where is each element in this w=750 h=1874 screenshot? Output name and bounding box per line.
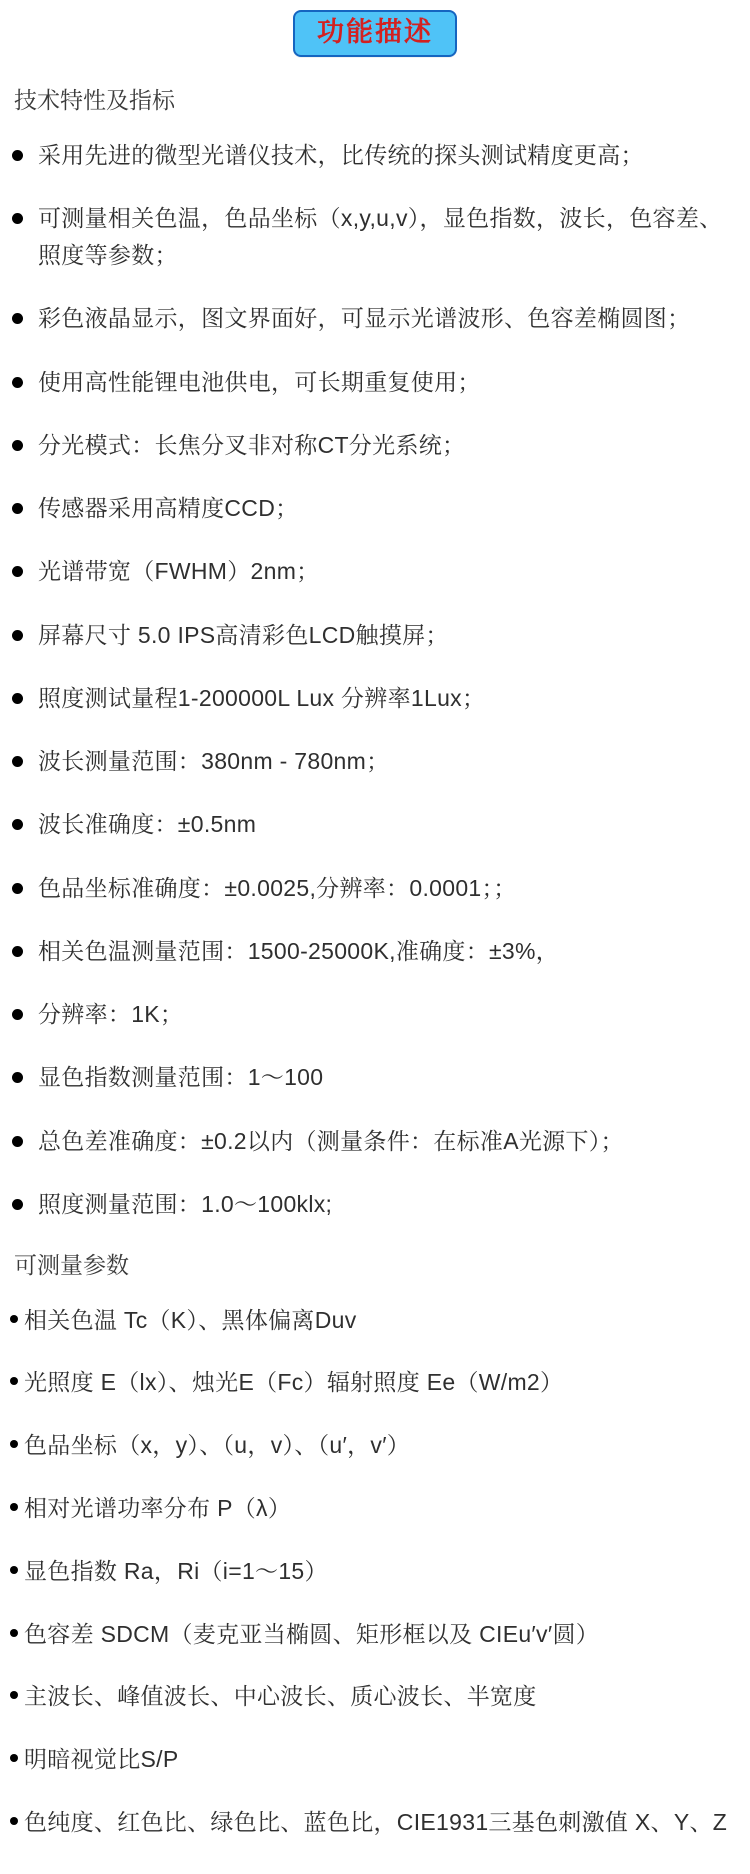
list-item: 相对光谱功率分布 P（λ） (0, 1477, 750, 1540)
list-item: 分辨率：1K； (0, 983, 750, 1046)
list-item: 光照度 E（lx）、烛光E（Fc）辐射照度 Ee（W/m2） (0, 1351, 750, 1414)
spec-list (0, 124, 750, 1237)
list-item: 相关色温测量范围：1500-25000K,准确度：±3%， (0, 920, 750, 983)
page-title: 功能描述 (293, 10, 457, 57)
list-item: 光谱带宽（FWHM）2nm； (0, 540, 750, 603)
list-item: 主波长、峰值波长、中心波长、质心波长、半宽度 (0, 1665, 750, 1728)
list-item: 总色差准确度：±0.2以内（测量条件：在标准A光源下）； (0, 1110, 750, 1173)
list-item: 可测量相关色温，色品坐标（x,y,u,v），显色指数，波长，色容差、照度等参数； (0, 187, 750, 288)
parameter-list (0, 1289, 750, 1854)
title-banner-container (0, 0, 750, 71)
list-item: 照度测试量程1-200000L Lux 分辨率1Lux； (0, 667, 750, 730)
section-heading-specs: 技术特性及指标 (14, 87, 175, 114)
list-item: 传感器采用高精度CCD； (0, 477, 750, 540)
list-item: 彩色液晶显示，图文界面好，可显示光谱波形、色容差椭圆图； (0, 287, 750, 350)
list-item: 显色指数 Ra，Ri（i=1～15） (0, 1540, 750, 1603)
list-item: 采用先进的微型光谱仪技术，比传统的探头测试精度更高； (0, 124, 750, 187)
list-item: 使用高性能锂电池供电，可长期重复使用； (0, 351, 750, 414)
list-item: 色纯度、红色比、绿色比、蓝色比，CIE1931三基色刺激值 X、Y、Z (0, 1791, 750, 1854)
list-item: 色容差 SDCM（麦克亚当椭圆、矩形框以及 CIEu′v′圆） (0, 1603, 750, 1666)
list-item: 色品坐标准确度：±0.0025,分辨率：0.0001；； (0, 857, 750, 920)
list-item: 波长测量范围：380nm - 780nm； (0, 730, 750, 793)
list-item: 屏幕尺寸 5.0 IPS高清彩色LCD触摸屏； (0, 604, 750, 667)
section-heading-parameters: 可测量参数 (14, 1252, 129, 1279)
list-item: 相关色温 Tc（K）、黑体偏离Duv (0, 1289, 750, 1352)
list-item: 照度测量范围：1.0～100klx; (0, 1173, 750, 1236)
list-item: 色品坐标（x，y）、（u，v）、（u′，v′） (0, 1414, 750, 1477)
list-item: 波长准确度：±0.5nm (0, 793, 750, 856)
list-item: 显色指数测量范围：1～100 (0, 1046, 750, 1109)
list-item: 分光模式：长焦分叉非对称CT分光系统； (0, 414, 750, 477)
list-item: 明暗视觉比S/P (0, 1728, 750, 1791)
